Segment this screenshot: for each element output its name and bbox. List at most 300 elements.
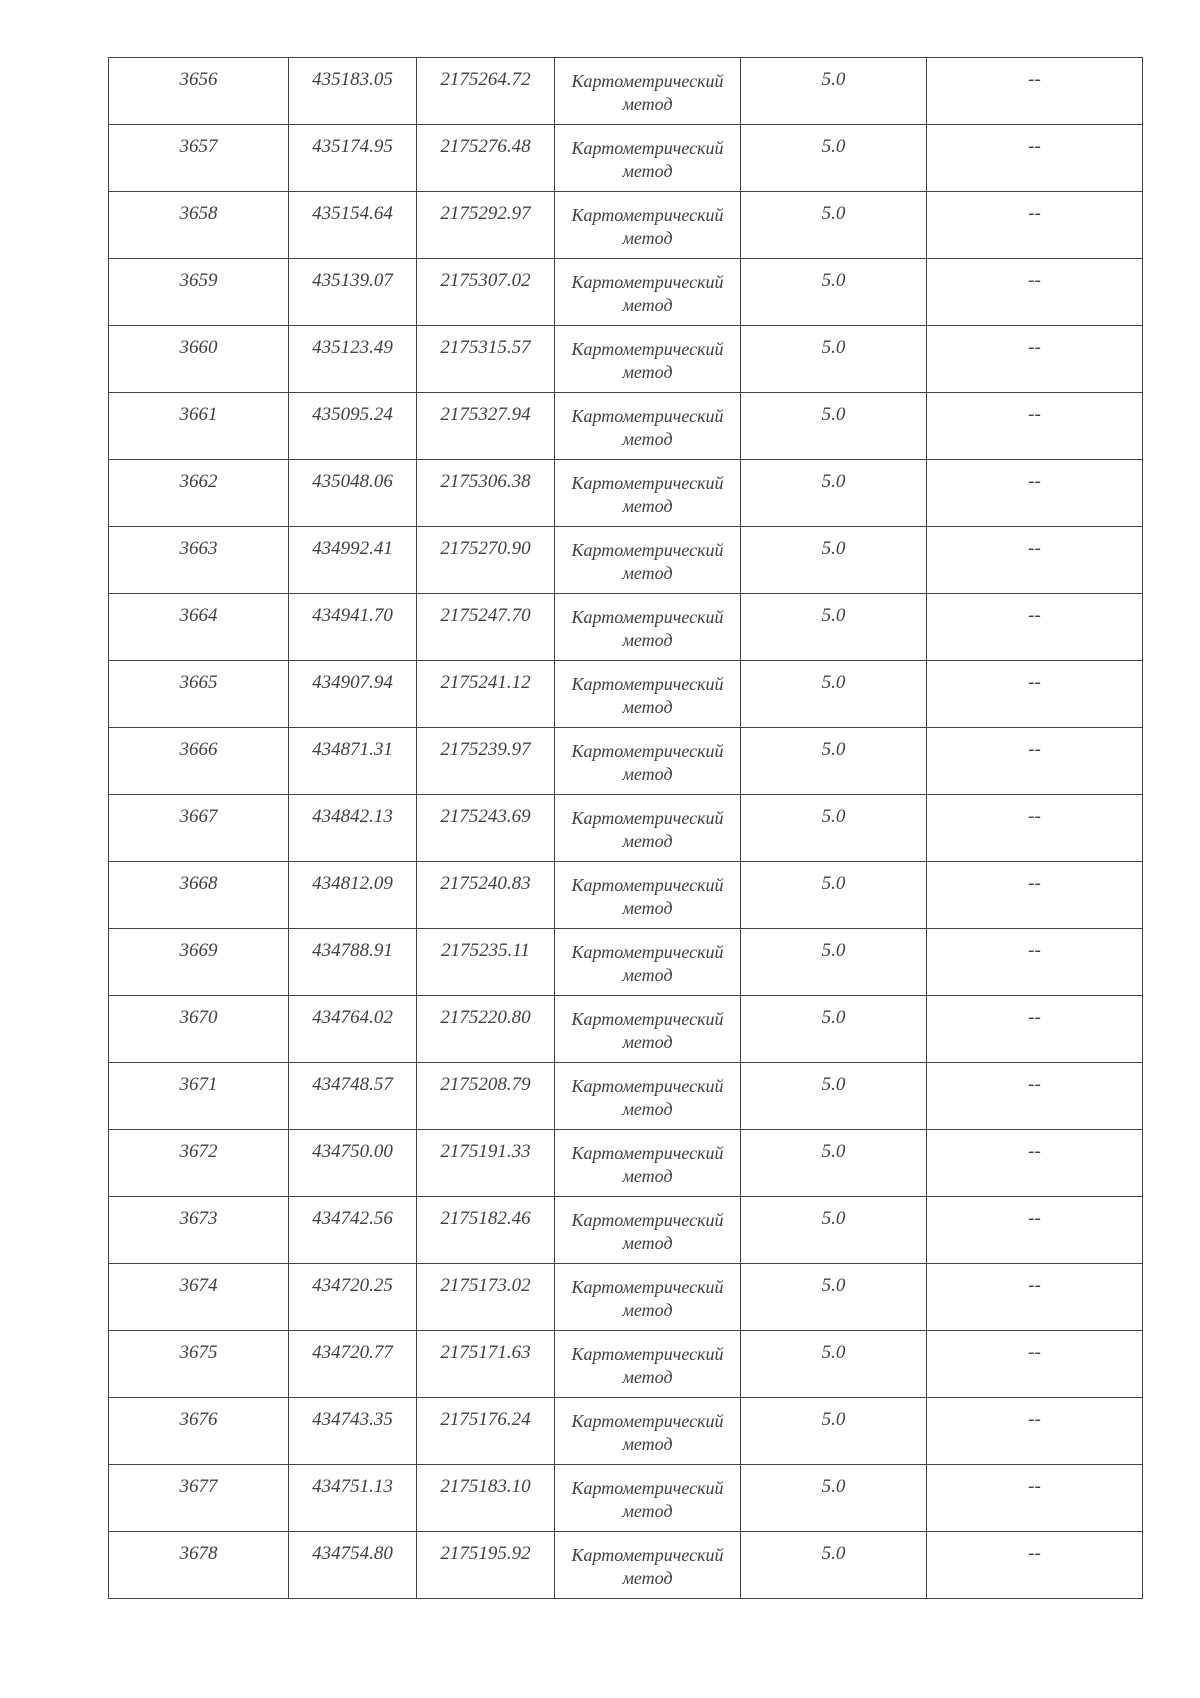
method-value: Картометрический метод xyxy=(571,741,724,784)
y-coordinate-cell xyxy=(417,1264,555,1331)
y-coordinate-value: 2175239.97 xyxy=(440,739,531,760)
y-coordinate-cell xyxy=(417,594,555,661)
accuracy-cell xyxy=(741,728,927,795)
point-number-cell xyxy=(109,929,289,996)
accuracy-cell xyxy=(741,125,927,192)
accuracy-value: 5.0 xyxy=(821,538,846,559)
accuracy-cell xyxy=(741,661,927,728)
point-number-value: 3660 xyxy=(179,337,218,358)
point-number-cell xyxy=(109,58,289,125)
method-cell xyxy=(555,996,741,1063)
y-coordinate-value: 2175307.02 xyxy=(440,270,531,291)
point-number-value: 3658 xyxy=(179,203,218,224)
x-coordinate-value: 434812.09 xyxy=(312,873,393,894)
x-coordinate-cell xyxy=(289,326,417,393)
table-row xyxy=(109,1197,1143,1264)
method-cell xyxy=(555,594,741,661)
point-number-cell xyxy=(109,661,289,728)
y-coordinate-cell xyxy=(417,1063,555,1130)
table-row xyxy=(109,58,1143,125)
accuracy-value: 5.0 xyxy=(821,337,846,358)
x-coordinate-value: 435174.95 xyxy=(312,136,393,157)
accuracy-value: 5.0 xyxy=(821,1141,846,1162)
accuracy-value: 5.0 xyxy=(821,270,846,291)
point-number-value: 3674 xyxy=(179,1275,218,1296)
point-number-cell xyxy=(109,1465,289,1532)
point-number-value: 3670 xyxy=(179,1007,218,1028)
x-coordinate-value: 434941.70 xyxy=(312,605,393,626)
note-value: -- xyxy=(1028,739,1041,760)
note-cell xyxy=(927,728,1143,795)
point-number-value: 3671 xyxy=(179,1074,218,1095)
note-cell xyxy=(927,125,1143,192)
point-number-value: 3675 xyxy=(179,1342,218,1363)
point-number-cell xyxy=(109,259,289,326)
x-coordinate-cell xyxy=(289,996,417,1063)
table-row xyxy=(109,259,1143,326)
accuracy-value: 5.0 xyxy=(821,1476,846,1497)
method-value: Картометрический метод xyxy=(571,875,724,918)
point-number-cell xyxy=(109,1264,289,1331)
note-cell xyxy=(927,862,1143,929)
y-coordinate-cell xyxy=(417,326,555,393)
x-coordinate-cell xyxy=(289,192,417,259)
point-number-cell xyxy=(109,1398,289,1465)
table-row xyxy=(109,125,1143,192)
x-coordinate-cell xyxy=(289,1532,417,1599)
x-coordinate-value: 434751.13 xyxy=(312,1476,393,1497)
method-value: Картометрический метод xyxy=(571,1076,724,1119)
x-coordinate-cell xyxy=(289,125,417,192)
accuracy-value: 5.0 xyxy=(821,672,846,693)
method-cell xyxy=(555,125,741,192)
table-row xyxy=(109,460,1143,527)
y-coordinate-cell xyxy=(417,1398,555,1465)
y-coordinate-cell xyxy=(417,125,555,192)
note-value: -- xyxy=(1028,873,1041,894)
x-coordinate-value: 435123.49 xyxy=(312,337,393,358)
method-value: Картометрический метод xyxy=(571,205,724,248)
method-value: Картометрический метод xyxy=(571,674,724,717)
y-coordinate-cell xyxy=(417,1331,555,1398)
note-cell xyxy=(927,795,1143,862)
x-coordinate-cell xyxy=(289,1264,417,1331)
coordinates-table xyxy=(108,57,1143,1599)
point-number-cell xyxy=(109,1063,289,1130)
method-cell xyxy=(555,1063,741,1130)
x-coordinate-value: 435095.24 xyxy=(312,404,393,425)
accuracy-value: 5.0 xyxy=(821,1409,846,1430)
y-coordinate-cell xyxy=(417,527,555,594)
accuracy-value: 5.0 xyxy=(821,69,846,90)
point-number-value: 3677 xyxy=(179,1476,218,1497)
y-coordinate-cell xyxy=(417,996,555,1063)
accuracy-cell xyxy=(741,795,927,862)
y-coordinate-value: 2175270.90 xyxy=(440,538,531,559)
y-coordinate-value: 2175191.33 xyxy=(440,1141,531,1162)
method-value: Картометрический метод xyxy=(571,1143,724,1186)
y-coordinate-value: 2175241.12 xyxy=(440,672,531,693)
x-coordinate-cell xyxy=(289,1197,417,1264)
note-cell xyxy=(927,1063,1143,1130)
method-cell xyxy=(555,192,741,259)
accuracy-cell xyxy=(741,460,927,527)
point-number-value: 3666 xyxy=(179,739,218,760)
y-coordinate-value: 2175327.94 xyxy=(440,404,531,425)
point-number-cell xyxy=(109,1130,289,1197)
method-cell xyxy=(555,1398,741,1465)
point-number-cell xyxy=(109,1331,289,1398)
y-coordinate-value: 2175183.10 xyxy=(440,1476,531,1497)
point-number-cell xyxy=(109,795,289,862)
note-value: -- xyxy=(1028,203,1041,224)
y-coordinate-value: 2175171.63 xyxy=(440,1342,531,1363)
accuracy-value: 5.0 xyxy=(821,873,846,894)
method-cell xyxy=(555,393,741,460)
note-cell xyxy=(927,326,1143,393)
y-coordinate-value: 2175176.24 xyxy=(440,1409,531,1430)
point-number-cell xyxy=(109,125,289,192)
x-coordinate-cell xyxy=(289,594,417,661)
table-row xyxy=(109,1532,1143,1599)
x-coordinate-value: 434750.00 xyxy=(312,1141,393,1162)
y-coordinate-value: 2175182.46 xyxy=(440,1208,531,1229)
note-value: -- xyxy=(1028,1543,1041,1564)
method-cell xyxy=(555,1130,741,1197)
note-value: -- xyxy=(1028,1141,1041,1162)
accuracy-value: 5.0 xyxy=(821,1543,846,1564)
x-coordinate-value: 434720.77 xyxy=(312,1342,393,1363)
note-value: -- xyxy=(1028,1476,1041,1497)
accuracy-cell xyxy=(741,929,927,996)
x-coordinate-value: 434871.31 xyxy=(312,739,393,760)
accuracy-value: 5.0 xyxy=(821,739,846,760)
y-coordinate-value: 2175195.92 xyxy=(440,1543,531,1564)
table-row xyxy=(109,1331,1143,1398)
accuracy-value: 5.0 xyxy=(821,1342,846,1363)
x-coordinate-value: 434743.35 xyxy=(312,1409,393,1430)
accuracy-cell xyxy=(741,393,927,460)
y-coordinate-cell xyxy=(417,929,555,996)
x-coordinate-cell xyxy=(289,460,417,527)
y-coordinate-value: 2175292.97 xyxy=(440,203,531,224)
method-value: Картометрический метод xyxy=(571,942,724,985)
x-coordinate-cell xyxy=(289,259,417,326)
method-value: Картометрический метод xyxy=(571,1411,724,1454)
point-number-cell xyxy=(109,1197,289,1264)
point-number-value: 3663 xyxy=(179,538,218,559)
method-cell xyxy=(555,460,741,527)
point-number-value: 3672 xyxy=(179,1141,218,1162)
x-coordinate-value: 434764.02 xyxy=(312,1007,393,1028)
y-coordinate-value: 2175315.57 xyxy=(440,337,531,358)
method-cell xyxy=(555,527,741,594)
method-cell xyxy=(555,862,741,929)
note-cell xyxy=(927,527,1143,594)
table-row xyxy=(109,1063,1143,1130)
y-coordinate-cell xyxy=(417,1130,555,1197)
note-cell xyxy=(927,996,1143,1063)
point-number-value: 3661 xyxy=(179,404,218,425)
point-number-cell xyxy=(109,192,289,259)
note-cell xyxy=(927,1465,1143,1532)
x-coordinate-cell xyxy=(289,728,417,795)
accuracy-cell xyxy=(741,1331,927,1398)
point-number-value: 3662 xyxy=(179,471,218,492)
note-cell xyxy=(927,259,1143,326)
accuracy-value: 5.0 xyxy=(821,806,846,827)
x-coordinate-value: 434992.41 xyxy=(312,538,393,559)
x-coordinate-cell xyxy=(289,1063,417,1130)
x-coordinate-cell xyxy=(289,1130,417,1197)
accuracy-value: 5.0 xyxy=(821,605,846,626)
point-number-value: 3667 xyxy=(179,806,218,827)
accuracy-cell xyxy=(741,259,927,326)
note-value: -- xyxy=(1028,69,1041,90)
point-number-cell xyxy=(109,460,289,527)
point-number-cell xyxy=(109,996,289,1063)
note-value: -- xyxy=(1028,1007,1041,1028)
x-coordinate-cell xyxy=(289,1465,417,1532)
x-coordinate-cell xyxy=(289,1331,417,1398)
method-cell xyxy=(555,1532,741,1599)
note-cell xyxy=(927,661,1143,728)
table-row xyxy=(109,527,1143,594)
y-coordinate-cell xyxy=(417,1532,555,1599)
method-cell xyxy=(555,259,741,326)
table-body xyxy=(109,58,1143,1599)
table-row xyxy=(109,594,1143,661)
accuracy-value: 5.0 xyxy=(821,1275,846,1296)
point-number-cell xyxy=(109,594,289,661)
accuracy-value: 5.0 xyxy=(821,1007,846,1028)
x-coordinate-value: 434842.13 xyxy=(312,806,393,827)
point-number-cell xyxy=(109,326,289,393)
note-cell xyxy=(927,58,1143,125)
table-row xyxy=(109,795,1143,862)
x-coordinate-cell xyxy=(289,661,417,728)
y-coordinate-cell xyxy=(417,192,555,259)
note-cell xyxy=(927,1130,1143,1197)
note-cell xyxy=(927,393,1143,460)
note-cell xyxy=(927,929,1143,996)
accuracy-cell xyxy=(741,527,927,594)
point-number-value: 3657 xyxy=(179,136,218,157)
x-coordinate-value: 435183.05 xyxy=(312,69,393,90)
method-cell xyxy=(555,929,741,996)
table-row xyxy=(109,862,1143,929)
table-row xyxy=(109,326,1143,393)
method-value: Картометрический метод xyxy=(571,406,724,449)
table-row xyxy=(109,1264,1143,1331)
method-value: Картометрический метод xyxy=(571,272,724,315)
table-row xyxy=(109,661,1143,728)
note-value: -- xyxy=(1028,1275,1041,1296)
table-row xyxy=(109,996,1143,1063)
x-coordinate-value: 435154.64 xyxy=(312,203,393,224)
method-cell xyxy=(555,795,741,862)
note-cell xyxy=(927,1532,1143,1599)
point-number-cell xyxy=(109,393,289,460)
method-value: Картометрический метод xyxy=(571,1009,724,1052)
note-value: -- xyxy=(1028,337,1041,358)
point-number-cell xyxy=(109,1532,289,1599)
y-coordinate-value: 2175173.02 xyxy=(440,1275,531,1296)
accuracy-cell xyxy=(741,1264,927,1331)
method-value: Картометрический метод xyxy=(571,1277,724,1320)
point-number-value: 3668 xyxy=(179,873,218,894)
accuracy-cell xyxy=(741,594,927,661)
method-cell xyxy=(555,1465,741,1532)
method-value: Картометрический метод xyxy=(571,1478,724,1521)
method-value: Картометрический метод xyxy=(571,1344,724,1387)
method-cell xyxy=(555,326,741,393)
x-coordinate-value: 434742.56 xyxy=(312,1208,393,1229)
method-value: Картометрический метод xyxy=(571,138,724,181)
method-value: Картометрический метод xyxy=(571,540,724,583)
x-coordinate-cell xyxy=(289,58,417,125)
note-value: -- xyxy=(1028,806,1041,827)
y-coordinate-value: 2175208.79 xyxy=(440,1074,531,1095)
note-cell xyxy=(927,1264,1143,1331)
note-cell xyxy=(927,1197,1143,1264)
point-number-value: 3669 xyxy=(179,940,218,961)
point-number-value: 3678 xyxy=(179,1543,218,1564)
table-row xyxy=(109,1398,1143,1465)
note-value: -- xyxy=(1028,404,1041,425)
x-coordinate-value: 434788.91 xyxy=(312,940,393,961)
y-coordinate-value: 2175276.48 xyxy=(440,136,531,157)
y-coordinate-cell xyxy=(417,58,555,125)
x-coordinate-cell xyxy=(289,929,417,996)
y-coordinate-cell xyxy=(417,728,555,795)
x-coordinate-value: 434907.94 xyxy=(312,672,393,693)
y-coordinate-value: 2175264.72 xyxy=(440,69,531,90)
method-value: Картометрический метод xyxy=(571,473,724,516)
y-coordinate-cell xyxy=(417,862,555,929)
x-coordinate-cell xyxy=(289,393,417,460)
x-coordinate-cell xyxy=(289,795,417,862)
accuracy-cell xyxy=(741,1130,927,1197)
method-cell xyxy=(555,728,741,795)
x-coordinate-cell xyxy=(289,1398,417,1465)
point-number-value: 3656 xyxy=(179,69,218,90)
accuracy-cell xyxy=(741,862,927,929)
method-value: Картометрический метод xyxy=(571,339,724,382)
method-cell xyxy=(555,1197,741,1264)
method-value: Картометрический метод xyxy=(571,1210,724,1253)
y-coordinate-cell xyxy=(417,259,555,326)
point-number-value: 3659 xyxy=(179,270,218,291)
y-coordinate-value: 2175243.69 xyxy=(440,806,531,827)
accuracy-cell xyxy=(741,1532,927,1599)
accuracy-cell xyxy=(741,1465,927,1532)
note-value: -- xyxy=(1028,672,1041,693)
accuracy-cell xyxy=(741,192,927,259)
accuracy-value: 5.0 xyxy=(821,203,846,224)
note-value: -- xyxy=(1028,538,1041,559)
note-cell xyxy=(927,594,1143,661)
point-number-value: 3676 xyxy=(179,1409,218,1430)
note-cell xyxy=(927,460,1143,527)
accuracy-cell xyxy=(741,1197,927,1264)
accuracy-value: 5.0 xyxy=(821,136,846,157)
point-number-value: 3664 xyxy=(179,605,218,626)
accuracy-cell xyxy=(741,1398,927,1465)
table-row xyxy=(109,1465,1143,1532)
y-coordinate-cell xyxy=(417,393,555,460)
note-cell xyxy=(927,1331,1143,1398)
table-row xyxy=(109,929,1143,996)
method-value: Картометрический метод xyxy=(571,808,724,851)
point-number-value: 3673 xyxy=(179,1208,218,1229)
table-row xyxy=(109,1130,1143,1197)
accuracy-value: 5.0 xyxy=(821,1208,846,1229)
point-number-cell xyxy=(109,527,289,594)
y-coordinate-value: 2175235.11 xyxy=(441,940,530,961)
method-cell xyxy=(555,1264,741,1331)
x-coordinate-value: 434748.57 xyxy=(312,1074,393,1095)
y-coordinate-cell xyxy=(417,661,555,728)
accuracy-cell xyxy=(741,58,927,125)
y-coordinate-value: 2175240.83 xyxy=(440,873,531,894)
y-coordinate-cell xyxy=(417,460,555,527)
accuracy-value: 5.0 xyxy=(821,1074,846,1095)
y-coordinate-value: 2175220.80 xyxy=(440,1007,531,1028)
point-number-cell xyxy=(109,862,289,929)
x-coordinate-value: 435048.06 xyxy=(312,471,393,492)
x-coordinate-value: 434720.25 xyxy=(312,1275,393,1296)
note-value: -- xyxy=(1028,940,1041,961)
point-number-value: 3665 xyxy=(179,672,218,693)
note-value: -- xyxy=(1028,1208,1041,1229)
method-cell xyxy=(555,58,741,125)
table-row xyxy=(109,393,1143,460)
accuracy-value: 5.0 xyxy=(821,471,846,492)
y-coordinate-value: 2175247.70 xyxy=(440,605,531,626)
x-coordinate-value: 434754.80 xyxy=(312,1543,393,1564)
x-coordinate-cell xyxy=(289,862,417,929)
note-value: -- xyxy=(1028,605,1041,626)
method-value: Картометрический метод xyxy=(571,71,724,114)
method-cell xyxy=(555,661,741,728)
note-value: -- xyxy=(1028,270,1041,291)
accuracy-cell xyxy=(741,996,927,1063)
x-coordinate-value: 435139.07 xyxy=(312,270,393,291)
note-value: -- xyxy=(1028,471,1041,492)
y-coordinate-cell xyxy=(417,1465,555,1532)
note-value: -- xyxy=(1028,1409,1041,1430)
method-cell xyxy=(555,1331,741,1398)
method-value: Картометрический метод xyxy=(571,1545,724,1588)
accuracy-cell xyxy=(741,326,927,393)
accuracy-cell xyxy=(741,1063,927,1130)
point-number-cell xyxy=(109,728,289,795)
note-value: -- xyxy=(1028,136,1041,157)
accuracy-value: 5.0 xyxy=(821,404,846,425)
note-cell xyxy=(927,1398,1143,1465)
x-coordinate-cell xyxy=(289,527,417,594)
y-coordinate-cell xyxy=(417,795,555,862)
accuracy-value: 5.0 xyxy=(821,940,846,961)
y-coordinate-cell xyxy=(417,1197,555,1264)
method-value: Картометрический метод xyxy=(571,607,724,650)
note-cell xyxy=(927,192,1143,259)
note-value: -- xyxy=(1028,1074,1041,1095)
y-coordinate-value: 2175306.38 xyxy=(440,471,531,492)
table-row xyxy=(109,192,1143,259)
table-row xyxy=(109,728,1143,795)
